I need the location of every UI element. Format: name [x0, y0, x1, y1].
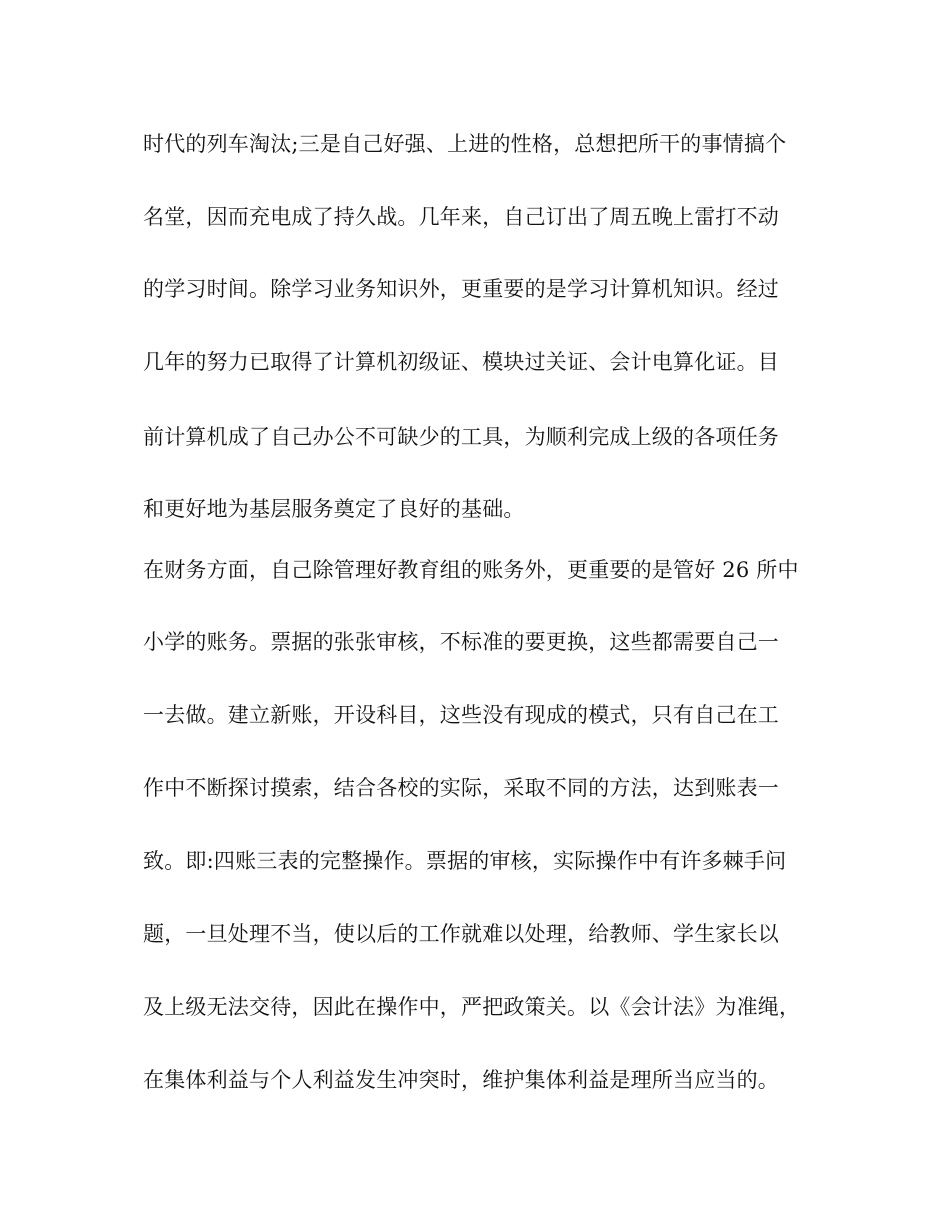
- text-line: 的学习时间。除学习业务知识外，更重要的是学习计算机知识。经过: [143, 277, 779, 301]
- text-line: 及上级无法交待，因此在操作中，严把政策关。以《会计法》为准绳，: [143, 995, 801, 1019]
- text-line: 时代的列车淘汰;三是自己好强、上进的性格，总想把所干的事情搞个: [143, 132, 787, 156]
- text-line: 名堂，因而充电成了持久战。几年来，自己订出了周五晚上雷打不动: [143, 205, 779, 229]
- text-line: 在财务方面，自己除管理好教育组的账务外，更重要的是管好 26 所中: [143, 558, 799, 582]
- text-line: 和更好地为基层服务奠定了良好的基础。: [143, 497, 525, 521]
- text-line: 在集体利益与个人利益发生冲突时，维护集体利益是理所当应当的。: [143, 1068, 779, 1092]
- text-line: 题，一旦处理不当，使以后的工作就难以处理，给教师、学生家长以: [143, 922, 779, 946]
- text-line: 作中不断探讨摸索，结合各校的实际，采取不同的方法，达到账表一: [143, 776, 779, 800]
- text-line: 一去做。建立新账，开设科目，这些没有现成的模式，只有自己在工: [143, 703, 779, 727]
- text-line: 几年的努力已取得了计算机初级证、模块过关证、会计电算化证。目: [143, 350, 779, 374]
- text-line: 前计算机成了自己办公不可缺少的工具，为顺利完成上级的各项任务: [143, 425, 779, 449]
- text-line: 小学的账务。票据的张张审核，不标准的要更换，这些都需要自己一: [143, 630, 779, 654]
- text-line: 致。即:四账三表的完整操作。票据的审核，实际操作中有许多棘手问: [143, 849, 787, 873]
